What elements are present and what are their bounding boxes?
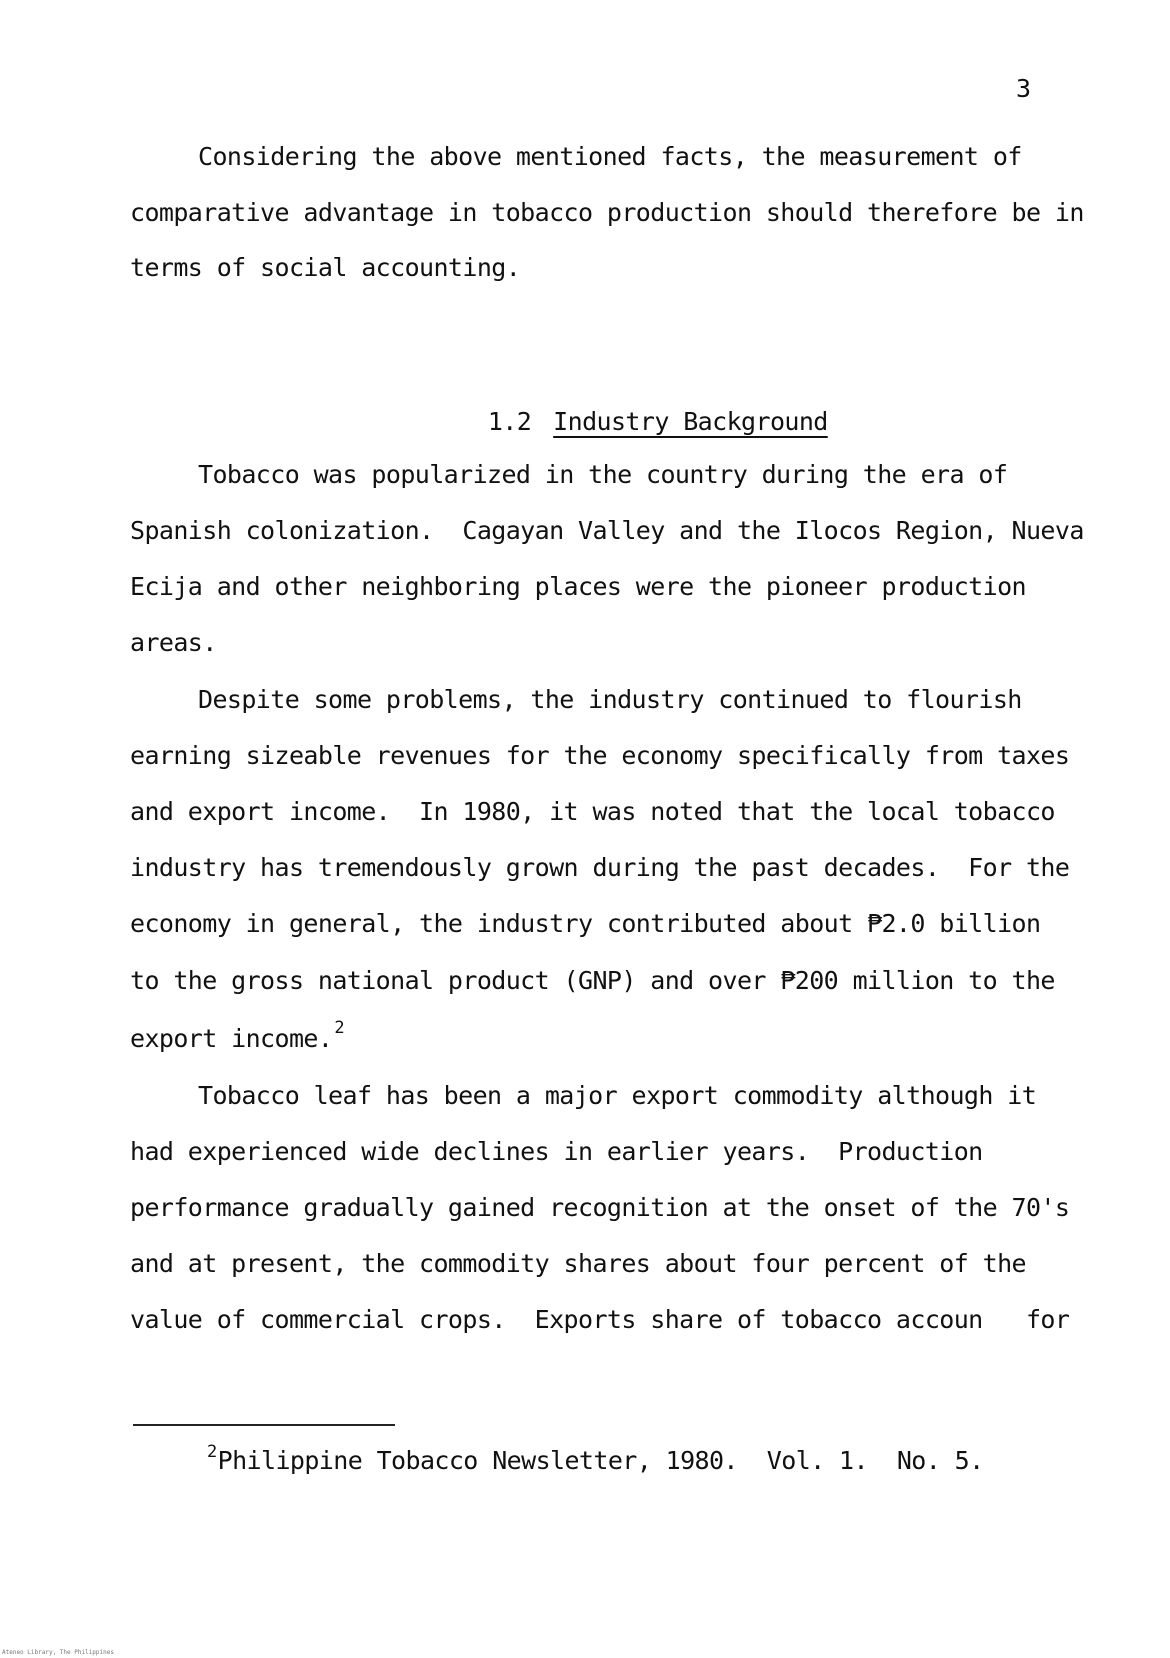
section-number: 1.2 [487,407,532,436]
footnote-reference: 2 [334,1018,344,1038]
p2-line-5: economy in general, the industry contributed about ₱2.0 billion [130,909,1041,938]
p2-line-2: earning sizeable revenues for the economy specifically from taxes [130,741,1070,770]
p2-line-7-text: export income. [130,1024,333,1053]
p2-line-7 [130,1018,344,1053]
p2-line-3: and export income. In 1980, it was noted that the local tobacco [130,797,1055,826]
footer-stamp: Ateneo Library, The Philippines [2,1649,114,1656]
section-heading [430,378,828,465]
footnote-text: Philippine Tobacco Newsletter, 1980. Vol. 1. No. 5. [217,1446,984,1475]
p3-line-4: and at present, the commodity shares about four percent of the [130,1249,1026,1278]
section-title: Industry Background [553,407,828,436]
p3-line-3: performance gradually gained recognition at the onset of the 70's [130,1193,1070,1222]
p3-line-2: had experienced wide declines in earlier years. Production [130,1137,983,1166]
intro-line-3: terms of social accounting. [130,253,521,282]
p2-line-4: industry has tremendously grown during the past decades. For the [130,853,1070,882]
footnote [207,1442,984,1475]
p1-line-4: areas. [130,628,217,657]
p2-line-6: to the gross national product (GNP) and over ₱200 million to the [130,966,1055,995]
page-number: 3 [1016,74,1032,103]
footnote-divider [133,1424,395,1426]
p3-line-1: Tobacco leaf has been a major export commodity although it [198,1081,1037,1110]
p2-line-1: Despite some problems, the industry continued to flourish [198,685,1022,714]
intro-line-1: Considering the above mentioned facts, the measurement of [198,142,1022,171]
p1-line-2: Spanish colonization. Cagayan Valley and the Ilocos Region, Nueva [130,516,1084,545]
p1-line-1: Tobacco was popularized in the country during the era of [198,460,1008,489]
intro-line-2: comparative advantage in tobacco production should therefore be in [130,198,1084,227]
p3-line-5: value of commercial crops. Exports share of tobacco accoun for [130,1305,1070,1334]
p1-line-3: Ecija and other neighboring places were the pioneer production [130,572,1026,601]
footnote-mark: 2 [207,1442,217,1462]
